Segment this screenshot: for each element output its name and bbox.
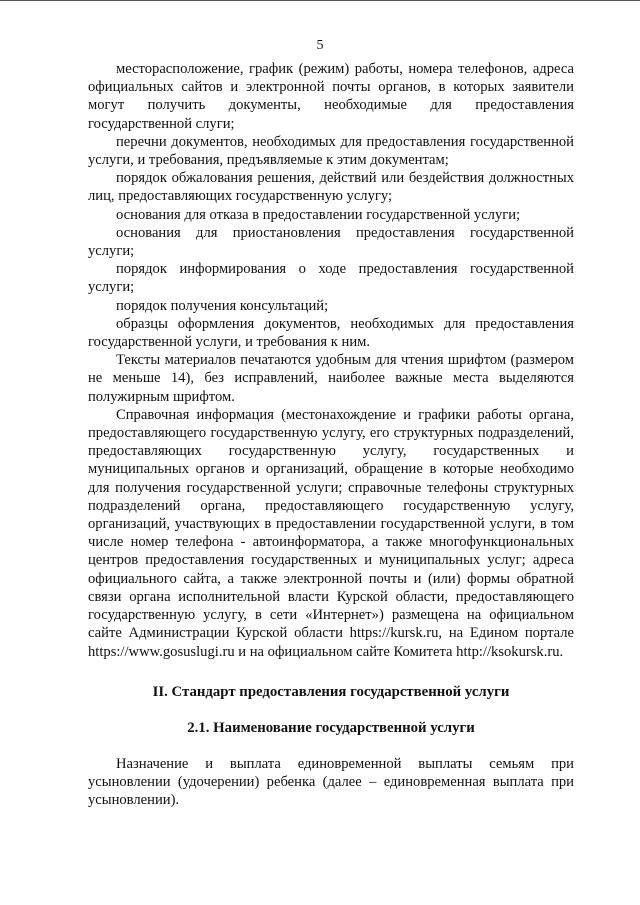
subsection-heading: 2.1. Наименование государственной услуги (187, 719, 475, 736)
section-heading: II. Стандарт предоставления государственной услуги (152, 683, 510, 700)
paragraph: перечни документов, необходимых для предоставления государственной услуги, и требования, предъявляемые к этим документам; (88, 133, 574, 169)
page-number: 5 (316, 38, 324, 53)
top-edge-rule (0, 0, 640, 1)
paragraph: порядок обжалования решения, действий или бездействия должностных лиц, предоставляющих государственную услугу; (88, 170, 574, 205)
paragraph: основания для приостановления предоставления государственной услуги; (88, 224, 574, 260)
paragraph: Справочная информация (местонахождение и графики работы органа, предоставляющего государственную услугу, его структурных подразделений, предоставляющих государственную услугу, государственных и муниципальных органов и организаций, обращение в которые необходимо для получения государственной услуги; справочные телефоны структурных подразделений органа, предоставляющего государственную услугу, организаций, участвующих в предоставлении государственной услуги, в том числе номер телефона - автоинформатора, а также многофункциональных центров предоставления государственных и муниципальных услуг; адреса официального сайта, а также электронной почты и (или) формы обратной связи органа исполнительной власти Курской области, предоставляющего государственную услугу, в сети «Интернет») размещена на официальном сайте Администрации Курской области https://kursk.ru, на Едином портале https://www.gosuslugi.ru и на официальном сайте Комитета http://ksokursk.ru. (88, 406, 574, 660)
document-body (88, 60, 574, 809)
paragraph: основания для отказа в предоставлении государственной услуги; (116, 206, 521, 223)
paragraph: порядок получения консультаций; (116, 297, 329, 314)
paragraph: образцы оформления документов, необходимых для предоставления государственной услуги, и требования к ним. (88, 315, 574, 351)
paragraph: Тексты материалов печатаются удобным для чтения шрифтом (размером не меньше 14), без исправлений, наиболее важные места выделяются полужирным шрифтом. (88, 352, 574, 405)
paragraph: порядок информирования о ходе предоставления государственной услуги; (88, 261, 574, 296)
paragraph: месторасположение, график (режим) работы, номера телефонов, адреса официальных сайтов и электронной почты органов, в которых заявители могут получить документы, необходимые для предоставления государственной слуги; (88, 61, 574, 132)
paragraph: Назначение и выплата единовременной выплаты семьям при усыновлении (удочерении) ребенка (далее – единовременная выплата при усыновлении). (88, 755, 574, 809)
